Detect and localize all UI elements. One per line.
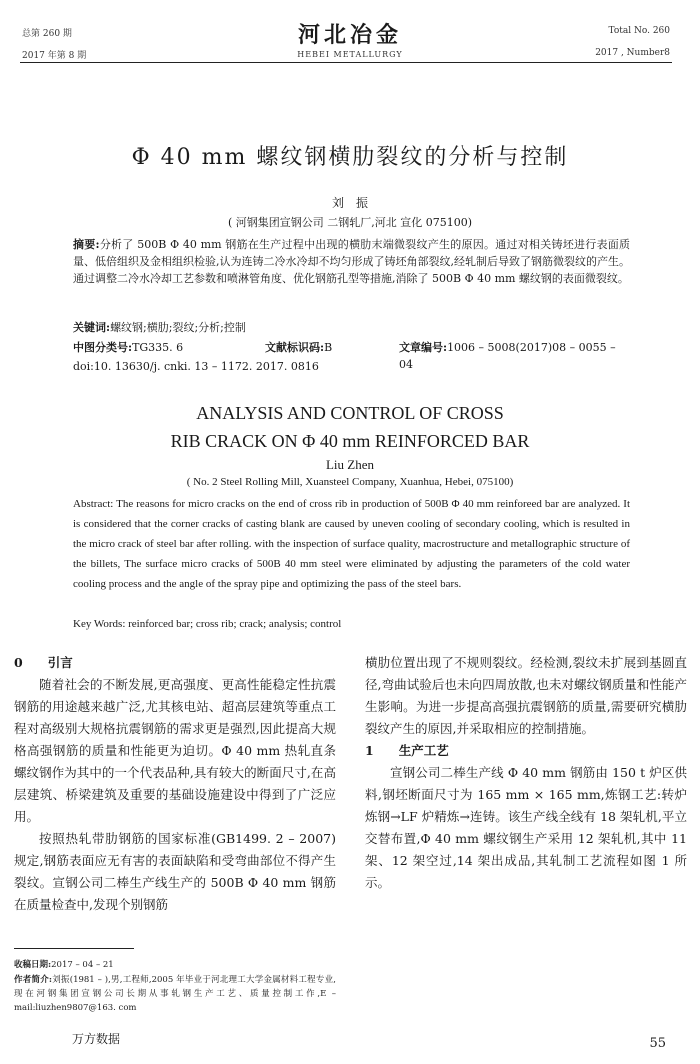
watermark: 万方数据 [72, 1032, 121, 1046]
journal-name: 河北冶金 [297, 22, 402, 48]
doc-code: 文献标识码:B [265, 341, 333, 354]
affiliation-en: ( No. 2 Steel Rolling Mill, Xuansteel Company, Xuanhua, Hebei, 075100) [186, 476, 514, 488]
keywords-label-en: Key Words: [73, 618, 126, 630]
abstract-text-cn: 分析了 500B Φ 40 mm 钢筋在生产过程中出现的横肋末端微裂纹产生的原因。通过对相关铸坯进行表面质量、低倍组织及金相组织检验,认为连铸二冷水冷却不均匀形成了铸坯角部裂纹,经轧制后导致了钢筋微裂纹的产生。通过调整二冷水冷却工艺参数和喷淋管角度、优化钢筋孔型等措施,消除了 500B Φ 40 mm 螺纹钢的表面微裂纹。 [73, 238, 630, 285]
body-right-column [365, 652, 687, 894]
header-rule [20, 62, 672, 63]
keywords-cn [73, 319, 630, 336]
footnote-received: 收稿日期:2017 – 04 – 21 [14, 960, 114, 970]
section-0-heading: 0 引言 [14, 655, 73, 670]
issue-year-cn: 2017 年第 8 期 [22, 51, 87, 61]
body-left-column [14, 652, 336, 916]
abstract-label-cn: 摘要: [73, 238, 100, 251]
issue-total-cn: 总第 260 期 [22, 29, 72, 39]
doi: doi:10. 13630/j. cnki. 13 – 1172. 2017. 0816 [73, 360, 319, 373]
page-number: 55 [649, 1036, 666, 1051]
section-1-heading: 1 生产工艺 [365, 743, 449, 758]
abstract-text-en: The reasons for micro cracks on the end of cross rib in production of 500B Φ 40 mm reinforeed bar are analyzed. It is considered that the corner cracks of casting blank are caused by uneven cooling of secondary cooling, which is resulted in the micro crack of steel bar after rolling. with the inspection of surface quality, macrostructure and metallographic structure of the billets, The surface micro cracks of 500B 40 mm steel were eliminated by adjusting the parameters of the cold water cooling process and the angle of the spray pipe and optimizing the pass of the steel bars. [73, 498, 631, 590]
affiliation-cn: ( 河钢集团宣钢公司 二钢轧厂,河北 宣化 075100) [227, 216, 473, 229]
clc-number: 中图分类号:TG335. 6 [73, 341, 184, 354]
process-paragraph: 宣钢公司二棒生产线 Φ 40 mm 钢筋由 150 t 炉区供料,钢坯断面尺寸为 165 mm × 165 mm,炼钢工艺:转炉炼钢→LF 炉精炼→连铸。该生产线全线有 18 架轧机,平立交替布置,Φ 40 mm 螺纹钢生产采用 12 架轧机,其中 11 架、12 架空过,14 架出成品,其轧制工艺流程如图 1 所示。 [365, 765, 687, 890]
footnote-author: 作者简介:刘振(1981 – ),男,工程师,2005 年毕业于河北理工大学金属材料工程专业,现在河钢集团宣钢公司长期从事轧钢生产工艺、质量控制工作,E – mail:liuzhen9807@163. com [14, 975, 337, 1013]
author-cn: 刘 振 [331, 196, 368, 210]
year-number: 2017 , Number8 [595, 48, 670, 58]
article-number: 文章编号:1006 – 5008(2017)08 – 0055 – 04 [399, 341, 616, 371]
abstract-en [73, 494, 630, 594]
intro-paragraph-2: 按照热轧带肋钢筋的国家标准(GB1499. 2 – 2007)规定,钢筋表面应无有害的表面缺陷和受弯曲部位不得产生裂纹。宣钢公司二棒生产线生产的 500B Φ 40 mm 钢筋在质量检查中,发现个别钢筋 [14, 831, 336, 912]
intro-paragraph-1: 随着社会的不断发展,更高强度、更高性能稳定性抗震钢筋的用途越来越广泛,尤其核电站、超高层建筑等重点工程对高级别大规格抗震钢筋的需求更是强烈,因此提高大规格高强钢筋的质量和性能更为迫切。Φ 40 mm 热轧直条螺纹钢作为其中的一个代表品种,具有较大的断面尺寸,在高层建筑、桥梁建筑及重要的基础设施建设中得到了广泛应用。 [14, 677, 336, 824]
intro-paragraph-3: 横肋位置出现了不规则裂纹。经检测,裂纹未扩展到基圆直径,弯曲试验后也未向四周放散,也未对螺纹钢质量和性能产生影响。为进一步提高高强抗震钢筋的质量,需要研究横肋裂纹产生的原因,并采取相应的控制措施。 [365, 655, 687, 736]
footnote-rule [14, 948, 134, 949]
author-en: Liu Zhen [325, 457, 374, 472]
keywords-label-cn: 关键词: [73, 321, 111, 334]
journal-name-en: HEBEI METALLURGY [297, 50, 403, 59]
keywords-en [73, 614, 630, 634]
article-title-en-line1: ANALYSIS AND CONTROL OF CROSS [196, 403, 504, 423]
article-title-en-line2: RIB CRACK ON Φ 40 mm REINFORCED BAR [170, 431, 530, 451]
total-no: Total No. 260 [608, 26, 670, 36]
abstract-label-en: Abstract: [73, 498, 114, 510]
keywords-text-en: reinforced bar; cross rib; crack; analysis; control [128, 618, 342, 630]
article-title-cn: Φ 40 mm 螺纹钢横肋裂纹的分析与控制 [131, 145, 569, 170]
keywords-text-cn: 螺纹钢;横肋;裂纹;分析;控制 [110, 321, 246, 334]
abstract-cn [73, 236, 630, 287]
